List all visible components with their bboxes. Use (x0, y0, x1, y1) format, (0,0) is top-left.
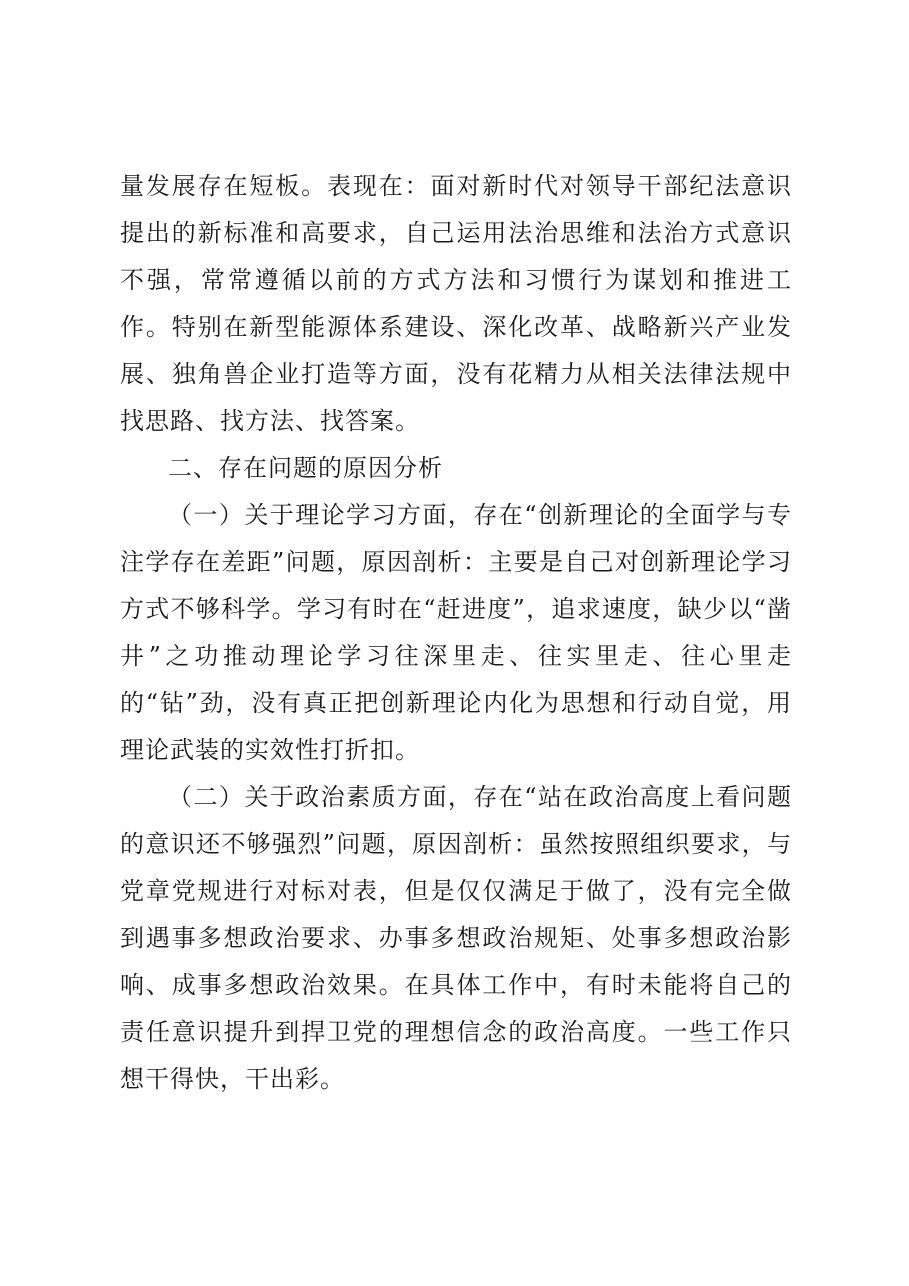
document-body (120, 163, 792, 1103)
paragraph-political-quality: （二）关于政治素质方面，存在“站在政治高度上看问题的意识还不够强烈”问题，原因剖析：虽然按照组织要求，与党章党规进行对标对表，但是仅仅满足于做了，没有完全做到遇事多想政治要求、办事多想政治规矩、处事多想政治影响、成事多想政治效果。在具体工作中，有时未能将自己的责任意识提升到捍卫党的理想信念的政治高度。一些工作只想干得快，干出彩。 (120, 783, 792, 1093)
section-heading: 二、存在问题的原因分析 (168, 454, 443, 482)
paragraph-continuation: 量发展存在短板。表现在：面对新时代对领导干部纪法意识提出的新标准和高要求，自己运用法治思维和法治方式意识不强，常常遵循以前的方式方法和习惯行为谋划和推进工作。特别在新型能源体系建设、深化改革、战略新兴产业发展、独角兽企业打造等方面，没有花精力从相关法律法规中找思路、找方法、找答案。 (120, 172, 792, 435)
paragraph-theory-study: （一）关于理论学习方面，存在“创新理论的全面学与专注学存在差距”问题，原因剖析：主要是自己对创新理论学习方式不够科学。学习有时在“赶进度”，追求速度，缺少以“凿井”之功推动理论学习往深里走、往实里走、往心里走的“钻”劲，没有真正把创新理论内化为思想和行动自觉，用理论武装的实效性打折扣。 (120, 501, 792, 764)
